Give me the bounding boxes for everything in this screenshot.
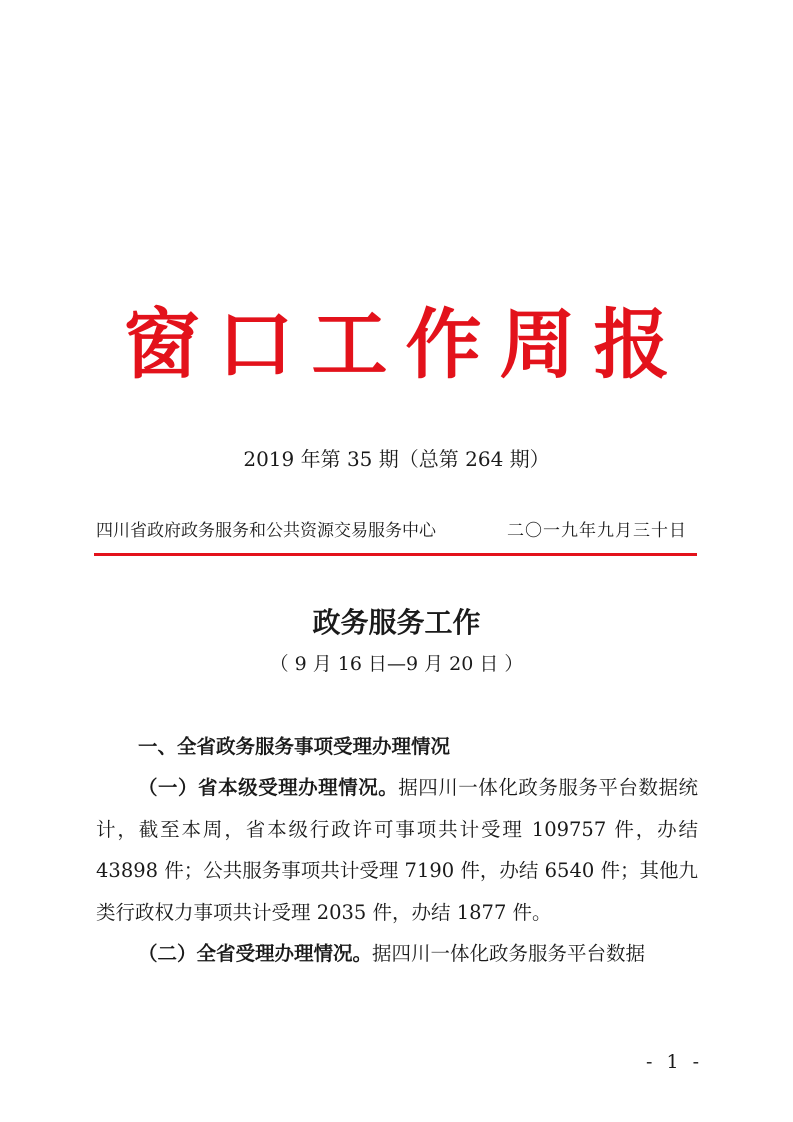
issuing-organization: 四川省政府政务服务和公共资源交易服务中心: [96, 521, 436, 541]
paragraph-1: [96, 767, 698, 933]
paragraph-2-body: 据四川一体化政务服务平台数据: [372, 942, 646, 965]
header-divider: [94, 553, 697, 556]
paragraph-2: [96, 933, 698, 975]
issue-number: 2019 年第 35 期（总第 264 期）: [243, 447, 550, 471]
paragraph-1-body: 据四川一体化政务服务平台数据统计，截至本周，省本级行政许可事项共计受理 109757 件，办结 43898 件；公共服务事项共计受理 7190 件，办结 6540 件；其他九类行政权力事项共计受理 2035 件，办结 1877 件。: [96, 776, 698, 924]
section-date-range: （ 9 月 16 日—9 月 20 日 ）: [269, 653, 524, 675]
page-number: - 1 -: [645, 1051, 703, 1073]
section-title: 政务服务工作: [312, 606, 481, 639]
heading-1: 一、全省政务服务事项受理办理情况: [138, 735, 451, 758]
paragraph-1-lead: （一）省本级受理办理情况。: [138, 776, 399, 799]
masthead-title: 窗口工作周报: [123, 300, 688, 389]
issue-date: 二〇一九年九月三十日: [507, 521, 687, 541]
paragraph-2-lead: （二）全省受理办理情况。: [138, 942, 373, 965]
